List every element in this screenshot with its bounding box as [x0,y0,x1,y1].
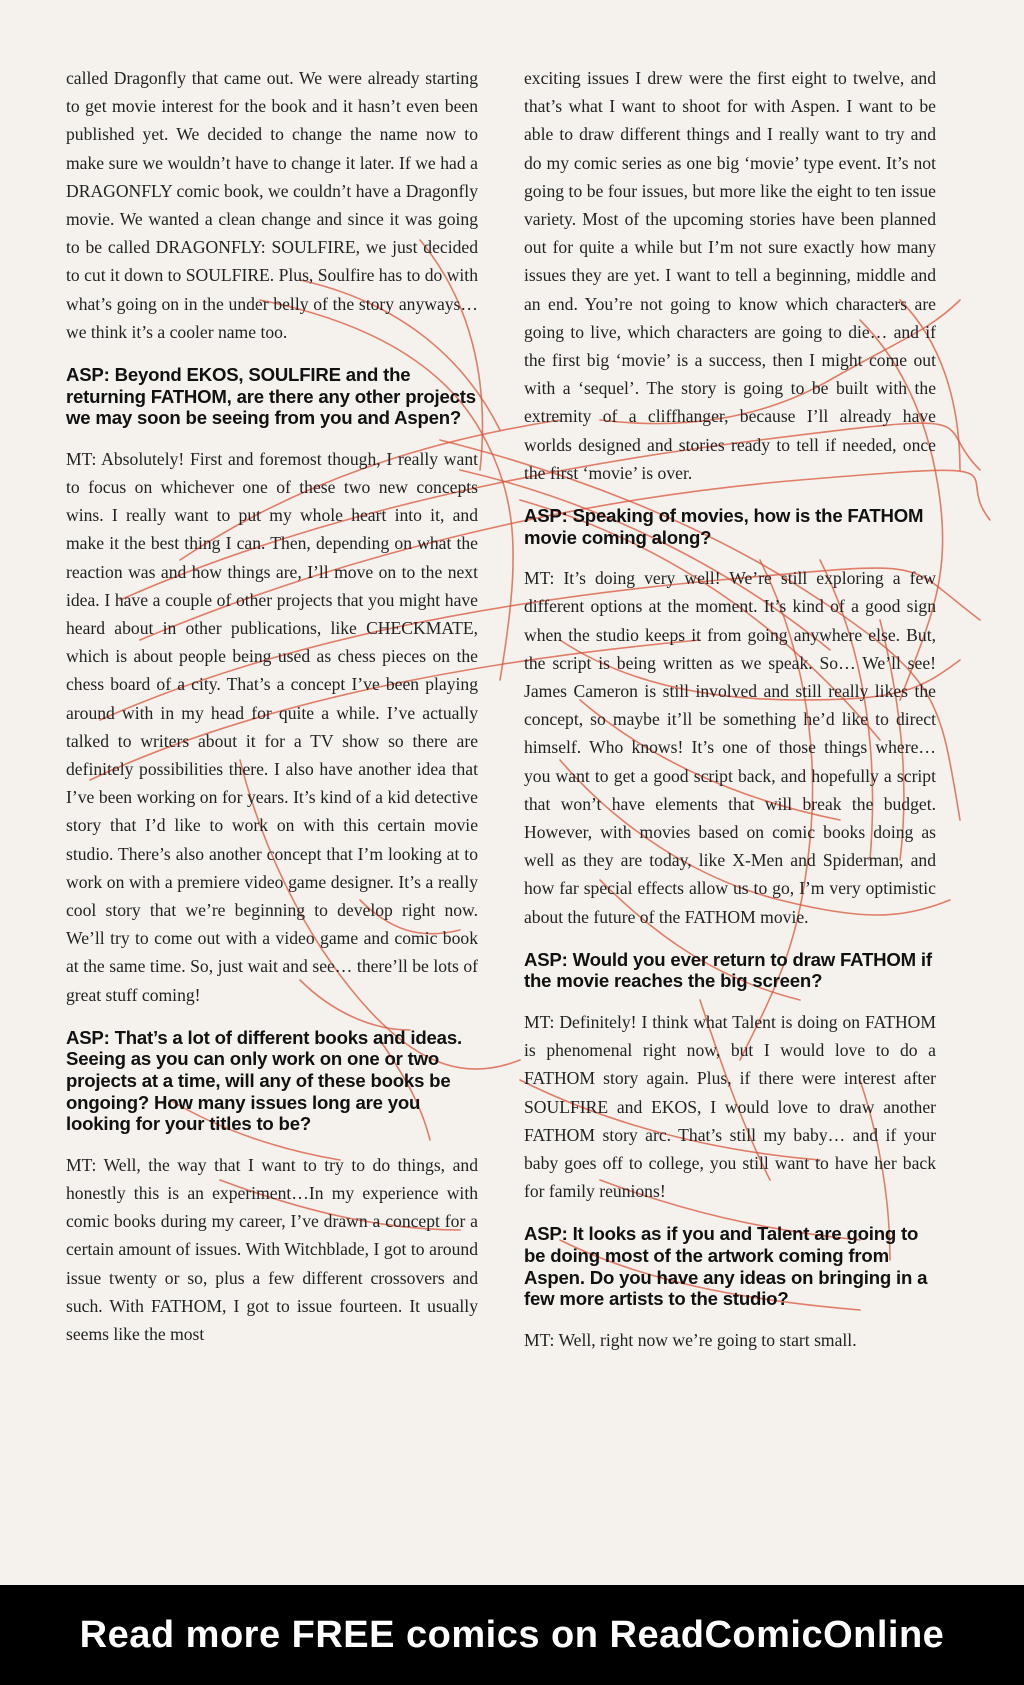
left-column [66,64,478,1366]
article-paragraph: MT: Absolutely! First and foremost though, I really want to focus on whichever one of these two new concepts wins. I really want to put my whole heart into it, and make it the best thing I can. Then, depending on what the reaction was and how things are, I’ll move on to the next idea. I have a couple of other projects that you might have heard about in other publications, like CHECKMATE, which is about people being used as chess pieces on the chess board of a city. That’s a concept I’ve been playing around with in my head for quite a while. I’ve actually talked to writers about it for a TV show so there are definitely possibilities there. I also have another idea that I’ve been working on for years. It’s kind of a kid detective story that I’d like to work on with this certain movie studio. There’s also another concept that I’m looking at to work on with a premiere video game designer. It’s a really cool story that we’re beginning to develop right now. We’ll try to come out with a video game and comic book at the same time. So, just wait and see… there’ll be lots of great stuff coming! [66,448,478,1005]
article-paragraph: called Dragonfly that came out. We were already starting to get movie interest for the book and it hasn’t even been published yet. We decided to change the name now to make sure we wouldn’t have to change it later. If we had a DRAGONFLY comic book, we couldn’t have a Dragonfly movie. We wanted a clean change and since it was going to be called DRAGONFLY: SOULFIRE, we just decided to cut it down to SOULFIRE. Plus, Soulfire has to do with what’s going on in the under belly of the story anyways… we think it’s a cooler name too. [66,68,478,342]
promo-footer-text[interactable]: Read more FREE comics on ReadComicOnline [79,1613,945,1656]
interview-question: ASP: Speaking of movies, how is the FATHOM movie coming along? [524,505,924,548]
right-column [524,64,936,1372]
article-paragraph: MT: Well, the way that I want to try to do things, and honestly this is an experiment…In my experience with comic books during my career, I’ve drawn a concept for a certain amount of issues. With Witchblade, I got to around issue twenty or so, plus a few different crossovers and such. With FATHOM, I got to issue fourteen. It usually seems like the most [66,1154,478,1345]
interview-question: ASP: Beyond EKOS, SOULFIRE and the returning FATHOM, are there any other projects we may soon be seeing from you and Aspen? [66,364,476,429]
interview-question: ASP: Would you ever return to draw FATHOM if the movie reaches the big screen? [524,948,932,992]
interview-question: ASP: That’s a lot of different books and ideas. Seeing as you can only work on one or two projects at a time, will any of these books be ongoing? How many issues long are you looking for your titles to be? [66,1026,462,1135]
article-paragraph: MT: Definitely! I think what Talent is doing on FATHOM is phenomenal right now, but I would love to do a FATHOM story again. Plus, if there were interest after SOULFIRE and EKOS, I would love to draw another FATHOM story arc. That’s still my baby… and if your baby goes off to college, you still want to have her back for family reunions! [524,1012,936,1202]
article-paragraph: MT: Well, right now we’re going to start small. [524,1329,857,1350]
article-paragraph: MT: It’s doing very well! We’re still exploring a few different options at the moment. It’s kind of a good sign when the studio keeps it from going anywhere else. But, the script is being written as we speak. So… We’ll see! James Cameron is still involved and still really likes the concept, so maybe it’ll be something he’d like to direct himself. Who knows! It’s one of those things where… you want to get a good script back, and hopefully a script that won’t have elements that will break the budget. However, with movies based on comic books doing as well as they are today, like X-Men and Spiderman, and how far special effects allow us to go, I’m very optimistic about the future of the FATHOM movie. [524,568,936,927]
article-paragraph: exciting issues I drew were the first eight to twelve, and that’s what I want to shoot for with Aspen. I want to be able to draw different things and I really want to try and do my comic series as one big ‘movie’ type event. It’s not going to be four issues, but more like the eight to ten issue variety. Most of the upcoming stories have been planned out for quite a while but I’m not sure exactly how many issues they are yet. I want to tell a beginning, middle and an end. You’re not going to know which characters are going to live, which characters are going to die… and if the first big ‘movie’ is a success, then I might come out with a ‘sequel’. The story is going to be built with the extremity of a cliffhanger, because I’ll already have worlds designed and stories ready to tell if needed, once the first ‘movie’ is over. [524,68,936,483]
promo-footer-banner[interactable] [0,1585,1024,1685]
interview-question: ASP: It looks as if you and Talent are going to be doing most of the artwork coming from Aspen. Do you have any ideas on bringing in a few more artists to the studio? [524,1223,928,1310]
